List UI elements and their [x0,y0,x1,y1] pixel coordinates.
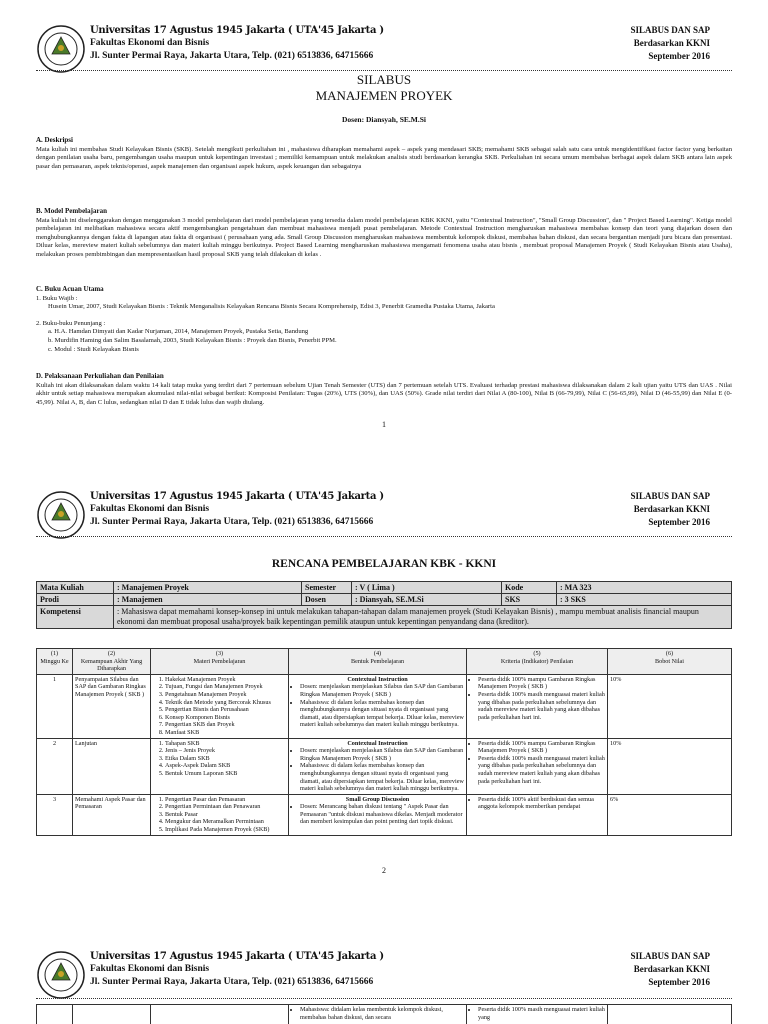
materi-item: 5. Implikasi Pada Manajemen Proyek (SKB) [165,826,286,834]
label-kompetensi: Kompetensi [37,606,114,629]
kemampuan-cell: Lanjutan [73,738,151,794]
column-title: Bentuk Pembelajaran [350,657,405,665]
bentuk-cell [289,738,467,794]
bentuk-item: • Mahasiswa: di dalam kelas membahas konsep dan menghubungkannya dengan situasi nyata di organisasi yang diamati, atau dipersiapkan tempat bekerja. Diluar kelas, mereview materi kuliah sebelumnya dan materi kuliah minggu berikutnya. [300,762,464,792]
section-text: Mata kuliah ini diselenggarakan dengan menggunakan 3 model pembelajaran dari model pembelajaran yang tersedia dalam model pembelajaran KBK KKNI, yaitu "Contextual Instruction", "Small Group Discussion", dan " Project Based Learning". Ketiga model pembelajaran ini melibatkan mahasiswa secara aktif mengembangkan pengetahuan dan membuat mahasiswa menjadi pusat pembelajaran. Metode Contextual Instruction mengharuskan mahasiswa membahas konsep dan teori yang diajarkan dosen dan menghubungkannya dengan fakta di lapangan atau fakta di organisasi ( perusahaan yang ada. Small Group Discussion mengharuskan mahasiswa membentuk kelompok diskusi, membahas bahan diskusi, dan secara bergantian menjadi juru bicara dan presentasi. Diluar kelas, mereview materi kuliah sebelumnya dan materi kuliah minggu berikutnya. Project Based Learning mengharuskan mahasiswa mengamati fenomena usaha atau bisnis , membuat proposal Manajemen Proyek ( Studi Kelayakan Bisnis atau Usaha), melakukan proses pembimbingan dan mempresentasikan hasil proposal SKB yang telah dilakukan di kelas . [36,216,732,258]
list-item: b. Murdifin Haming dan Salim Basalamah, 2003, Studi Kelayakan Bisnis : Proyek dan Bisnis, Penerbit PPM. [48,336,337,344]
materi-item: 3. Bentuk Pasar [165,811,286,819]
column-title: Kriteria (Indikator) Penilaian [500,657,574,665]
bobot-cell: 10% [608,674,732,738]
section-pelaksanaan [36,372,732,407]
value-kode: : MA 323 [557,582,732,594]
address: Jl. Sunter Permai Raya, Jakarta Utara, Telp. (021) 6513836, 64715666 [90,517,374,527]
title-silabus: SILABUS [356,72,412,87]
university-name: Universitas 17 Agustus 1945 Jakarta ( UTA'45 Jakarta ) [90,951,384,962]
label-semester: Semester [302,582,352,594]
faculty-name: Fakultas Ekonomi dan Bisnis [90,504,210,514]
column-header [37,649,73,675]
week-cell: 1 [37,674,73,738]
value-kompetensi: : Mahasiswa dapat memahami konsep-konsep ini untuk melakukan tahapan-tahapan dalam manajemen proyek (Studi Kelayakan Bisnis) , mampu membuat analisis financial maupun ekonomi dan membuat proposal usaha/proyek baik kepentingan pemilik ataupun untuk kepentingan penyandang dana (kreditor). [114,606,732,629]
page-number: 2 [382,866,386,875]
page-title [0,72,768,104]
column-number: (4) [373,650,382,657]
plan-table [36,648,732,836]
bentuk-cell [289,794,467,835]
materi-item: 5. Pengertian Bisnis dan Perusahaan [165,706,286,714]
materi-item: 3. Pengetahuan Manajemen Proyek [165,691,286,699]
materi-cell [151,674,289,738]
column-number: (1) [50,650,59,657]
materi-item: 8. Manfaat SKB [165,729,286,737]
label-sks: SKS [502,594,557,606]
kriteria-cell [467,794,608,835]
column-header [73,649,151,675]
table-row [37,794,732,835]
doc-date: September 2016 [648,977,710,987]
bentuk-heading: Contextual Instruction [347,739,408,747]
value-dosen: : Diansyah, SE.M.Si [352,594,502,606]
table-header-row [37,649,732,675]
bobot-cell: 6% [608,794,732,835]
table-row [37,738,732,794]
column-number: (2) [107,650,116,657]
title-course: MANAJEMEN PROYEK [315,88,453,103]
doc-type: SILABUS DAN SAP [630,491,710,501]
materi-item: 2. Jenis – Jenis Proyek [165,747,286,755]
list-item: c. Modul : Studi Kelayakan Bisnis [48,345,139,353]
bentuk-item: • Dosen: Merancang bahan diskusi tentang " Aspek Pasar dan Pemasaran "untuk diskusi mahasiswa dikelas. Menjadi moderator dan memberi kesimpulan dan point penting dari topik diskusi. [300,803,464,826]
kriteria-item: • Peserta didik 100% mampu Gambaran Ringkas Manajemen Proyek ( SKB ) [478,676,605,691]
letterhead [36,488,732,546]
doc-type: SILABUS DAN SAP [630,25,710,35]
basis: Berdasarkan KKNI [633,964,710,974]
page-1 [0,0,768,440]
section-heading: C. Buku Acuan Utama [36,285,104,293]
materi-item: 2. Tujuan, Fungsi dan Manajemen Proyek [165,683,286,691]
address: Jl. Sunter Permai Raya, Jakarta Utara, Telp. (021) 6513836, 64715666 [90,977,374,987]
materi-item: 4. Mengukur dan Meramalkan Permintaan [165,818,286,826]
faculty-name: Fakultas Ekonomi dan Bisnis [90,38,210,48]
table-row [37,1005,732,1024]
page-number: 1 [382,420,386,429]
list-item: 2. Buku-buku Penunjang : [36,319,106,327]
divider [36,70,732,71]
divider [36,998,732,999]
course-info-table [36,581,732,629]
kriteria-item: • Peserta didik 100% masih menguasai materi kuliah yang dibahas pada perkuliahan sebelumnya dan sudah mereview materi kuliah yang akan dibahas pada perkuliahan hari ini. [478,691,605,721]
column-number: (6) [665,650,674,657]
materi-item: 4. Aspek-Aspek Dalam SKB [165,762,286,770]
section-heading: D. Pelaksanaan Perkuliahan dan Penilaian [36,372,164,380]
university-name: Universitas 17 Agustus 1945 Jakarta ( UTA'45 Jakarta ) [90,491,384,502]
bobot-cell: 10% [608,738,732,794]
section-heading: B. Model Pembelajaran [36,207,107,215]
list-item: Husein Umar, 2007, Studi Kelayakan Bisnis : Teknik Menganalisis Kelayakan Rencana Bisnis Secara Komprehensip, Edisi 3, Penerbit Gramedia Pustaka Utama, Jakarta [48,303,495,311]
column-header [151,649,289,675]
materi-cell [151,738,289,794]
kriteria-item: • Peserta didik 100% masih menguasai materi kuliah yang [478,1006,605,1021]
university-logo-icon [36,950,86,1000]
label-prodi: Prodi [37,594,114,606]
bentuk-item: • Dosen: menjelaskan menjelaskan Silabus dan SAP dan Gambaran Ringkas Manajemen Proyek ( SKB ) [300,747,464,762]
rp-title: RENCANA PEMBELAJARAN KBK - KKNI [271,558,497,570]
kriteria-item: • Peserta didik 100% masih menguasai materi kuliah yang dibahas pada perkuliahan sebelumnya dan sudah mereview materi kuliah yang akan dibahas pada perkuliahan hari ini. [478,755,605,785]
bentuk-item: • Dosen: menjelaskan menjelaskan Silabus dan SAP dan Gambaran Ringkas Manajemen Proyek ( SKB ) [300,683,464,698]
section-deskripsi [36,136,732,171]
list-item: a. H.A. Hamdan Dimyati dan Kadar Nurjaman, 2014, Manajemen Proyek, Pustaka Setia, Bandung [48,328,309,336]
materi-item: 1. Pengertian Pasar dan Pemasaran [165,796,286,804]
value-semester: : V ( Lima ) [352,582,502,594]
kriteria-cell [467,674,608,738]
divider [36,536,732,537]
bentuk-heading: Contextual Instruction [347,675,408,683]
section-text: Kuliah ini akan dilaksanakan dalam waktu 14 kali tatap muka yang terdiri dari 7 pertemuan sebelum Ujian Tenah Semester (UTS) dan 7 pertemuan setelah UTS. Evaluasi terhadap prestasi mahasiswa dilaksanakan dalam 2 kali ujian yaitu UTS dan UAS . Nilai akhir untuk setiap mahasiswa merupakan akumulasi nilai-nilai sebagai berikut: Komposisi Penilaian: Tugas (20%), UTS (30%), dan UAS (50%). Grade nilai terdiri dari Nilai A (80-100), Nilai B (66-79,99), Nilai C (56-65,99), Nilai D (46-55,99) dan Nilai E (0-45,99). Nilai A, B, dan C lulus, sedangkan nilai D dan E tidak lulus dan wajib diulang. [36,381,732,406]
materi-item: 1. Hakekat Manajemen Proyek [165,676,286,684]
kemampuan-cell: Memahami Aspek Pasar dan Pemasaran [73,794,151,835]
section-model [36,207,732,260]
materi-item: 6. Konsep Komponen Bisnis [165,714,286,722]
column-title: Kemampuan Akhir Yang Diharapkan [80,657,143,673]
label-dosen: Dosen [302,594,352,606]
plan-table-continued [36,1004,732,1024]
section-buku [36,285,732,354]
bentuk-cell [289,674,467,738]
materi-item: 4. Teknik dan Metode yang Bercorak Khusus [165,699,286,707]
column-header [289,649,467,675]
basis: Berdasarkan KKNI [633,504,710,514]
university-logo-icon [36,490,86,540]
value-prodi: : Manajemen [114,594,302,606]
doc-type: SILABUS DAN SAP [630,951,710,961]
faculty-name: Fakultas Ekonomi dan Bisnis [90,964,210,974]
materi-item: 2. Pengertian Permintaan dan Penawaran [165,803,286,811]
materi-item: 3. Etika Dalam SKB [165,755,286,763]
section-text: Mata kuliah ini membahas Studi Kelayakan Bisnis (SKB). Setelah mengikuti perkuliahan ini , mahasiswa diharapkan memahami aspek – aspek yang mendasari SKB; memahami SKB sebagai salah satu cara untuk mengidentifikasi factor factor yang berkaitan dengan penilaian usaha baru, pengembangan usaha maupun untuk kepentingan investasi ; memiliki kemampuan untuk melakukan analisis studi berdasarkan kerangka SKB. Perkuliahan ini secara umum membahas berbagai aspek dalam SKB antara lain aspek pasar dan pemasaran, aspek teknis/operasi, aspek manajemen dan organisasi aspek hukum, aspek keuangan dan sebagainya [36,145,732,170]
kemampuan-cell: Penyampaian Silabus dan SAP dan Gambaran Ringkas Manajemen Proyek ( SKB ) [73,674,151,738]
bentuk-heading: Small Group Discussion [345,795,410,803]
week-cell: 2 [37,738,73,794]
column-title: Materi Pembelajaran [193,657,246,665]
materi-item: 1. Tahapan SKB [165,740,286,748]
materi-item: 5. Bentuk Umum Laporan SKB [165,770,286,778]
section-heading: A. Deskripsi [36,136,73,144]
value-sks: : 3 SKS [557,594,732,606]
kriteria-item: • Peserta didik 100% aktif berdiskusi dan semua anggota kelompok memberikan pendapat [478,796,605,811]
bentuk-item: • Mahasiswa: di dalam kelas membahas konsep dan menghubungkannya dengan situasi nyata di organisasi yang diamati, atau dipersiapkan tempat bekerja. Diluar kelas, mereview materi kuliah sebelumnya dan materi kuliah minggu berikutnya. [300,699,464,729]
list-item: 1. Buku Wajib : [36,294,78,302]
column-title: Bobot Nilai [654,657,685,665]
kriteria-cell [467,738,608,794]
page-3 [0,948,768,1024]
value-mata-kuliah: : Manajemen Proyek [114,582,302,594]
page-2 [0,488,768,878]
label-mata-kuliah: Mata Kuliah [37,582,114,594]
bentuk-item: • Mahasiswa: didalam kelas membentuk kelompok diskusi, membahas bahan diskusi, dan secara [300,1006,464,1021]
column-number: (3) [215,650,224,657]
kriteria-item: • Peserta didik 100% mampu Gambaran Ringkas Manajemen Proyek ( SKB ) [478,740,605,755]
column-header [467,649,608,675]
doc-date: September 2016 [648,517,710,527]
materi-item: 7. Pengertian SKB dan Proyek [165,721,286,729]
column-number: (5) [533,650,541,657]
university-name: Universitas 17 Agustus 1945 Jakarta ( UTA'45 Jakarta ) [90,25,384,36]
column-title: Minggu Ke [40,657,69,665]
label-kode: Kode [502,582,557,594]
table-row [37,674,732,738]
lecturer: Dosen: Diansyah, SE.M.Si [342,115,426,124]
week-cell: 3 [37,794,73,835]
basis: Berdasarkan KKNI [633,38,710,48]
doc-date: September 2016 [648,51,710,61]
university-logo-icon [36,24,86,74]
materi-cell [151,794,289,835]
address: Jl. Sunter Permai Raya, Jakarta Utara, Telp. (021) 6513836, 64715666 [90,51,374,61]
column-header [608,649,732,675]
